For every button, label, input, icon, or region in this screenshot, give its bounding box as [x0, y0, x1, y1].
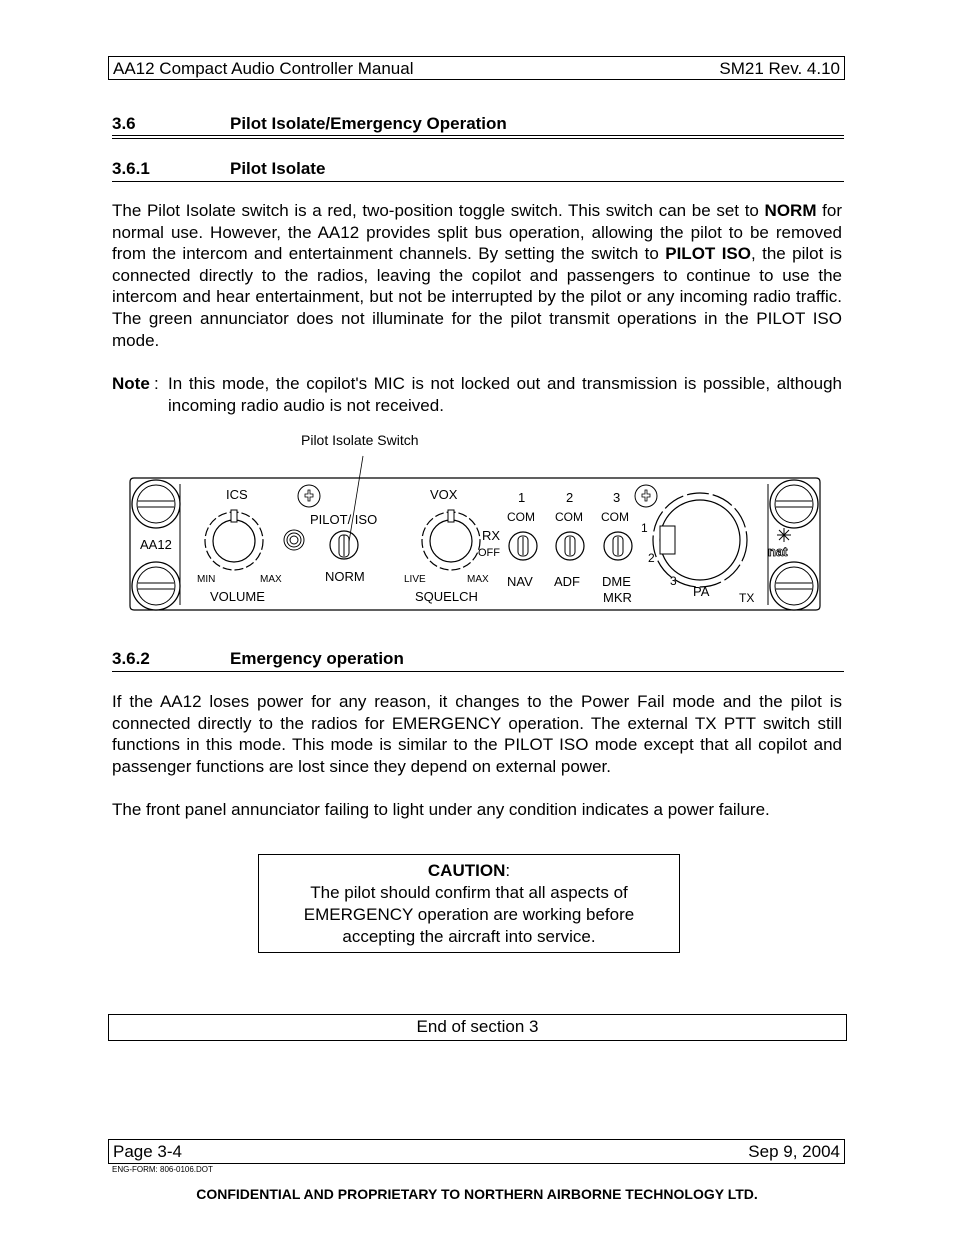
selector-position-3: 3	[670, 574, 677, 588]
power-failure-text: The front panel annunciator failing to light under any condition indicates a power failure.	[112, 800, 770, 819]
pa-label: PA	[693, 584, 710, 599]
section-number: 3.6	[112, 114, 136, 133]
phillips-screw-icon	[298, 485, 320, 507]
radio-2-number: 2	[566, 490, 574, 505]
norm-label: NORM	[325, 569, 365, 584]
volume-knob-icon	[205, 510, 263, 570]
model-label: AA12	[140, 537, 172, 552]
note-label: Note	[112, 374, 150, 393]
radio-1-com-label: COM	[507, 510, 535, 524]
annunciator-light-icon	[284, 530, 304, 550]
adf-label: ADF	[554, 574, 580, 589]
screw-icon	[770, 562, 818, 610]
subsection-rule	[112, 671, 844, 672]
page-footer	[108, 1139, 845, 1164]
control-panel-figure	[120, 450, 830, 620]
norm-keyword: NORM	[764, 201, 817, 220]
section-rule-top	[112, 135, 844, 136]
note-text: In this mode, the copilot's MIC is not locked out and transmission is possible, although incoming radio audio is not received.	[168, 374, 842, 415]
caution-line: The pilot should confirm that all aspects of	[310, 883, 628, 902]
revision-label: SM21 Rev. 4.10	[719, 59, 840, 78]
radio-3-com-label: COM	[601, 510, 629, 524]
paragraph-text: The Pilot Isolate switch is a red, two-position toggle switch. This switch can be set to	[112, 201, 765, 220]
caution-line: EMERGENCY operation are working before	[303, 905, 635, 924]
mkr-label: MKR	[603, 590, 632, 605]
confidential-notice: CONFIDENTIAL AND PROPRIETARY TO NORTHERN AIRBORNE TECHNOLOGY LTD.	[196, 1186, 758, 1202]
caution-label: CAUTION	[427, 861, 506, 880]
caution-box	[258, 854, 680, 953]
squelch-label: SQUELCH	[415, 589, 478, 604]
nav-label: NAV	[507, 574, 533, 589]
radio-1-number: 1	[518, 490, 526, 505]
toggle-switch-icon	[604, 532, 632, 560]
radio-2-com-label: COM	[555, 510, 583, 524]
emergency-paragraph-text: If the AA12 loses power for any reason, it changes to the Power Fail mode and the pilot is connected directly to the radios for EMERGENCY operation. The external TX PTT switch still functions in this mode. This mode is similar to the PILOT ISO mode except that all copilot and passenger functions are lost since they depend on external power.	[112, 692, 842, 776]
paragraph-text: for normal use. However, the AA12 provides split bus operation, allowing the pilot to be removed from the intercom and entertainment channels. By setting the switch to	[112, 201, 843, 264]
subsection-title: Emergency operation	[230, 649, 404, 668]
dme-label: DME	[602, 574, 631, 589]
caution-line: accepting the aircraft into service.	[342, 927, 596, 946]
manual-title: AA12 Compact Audio Controller Manual	[113, 59, 414, 78]
screw-icon	[132, 480, 180, 528]
vox-label: VOX	[430, 487, 458, 502]
subsection-title: Pilot Isolate	[230, 159, 326, 178]
off-label: OFF	[478, 547, 500, 559]
nat-logo-text: nat	[768, 544, 788, 559]
toggle-switch-icon	[556, 532, 584, 560]
power-failure-paragraph	[112, 799, 842, 821]
rotary-selector-icon	[653, 493, 747, 587]
section-title: Pilot Isolate/Emergency Operation	[230, 114, 507, 133]
nat-logo-icon	[777, 528, 791, 542]
radio-3-number: 3	[613, 490, 621, 505]
emergency-paragraph	[112, 691, 842, 777]
volume-max-label: MAX	[260, 574, 282, 585]
rx-label: RX	[482, 528, 501, 543]
caution-colon: :	[505, 861, 511, 880]
tx-label: TX	[739, 591, 755, 605]
volume-min-label: MIN	[197, 574, 216, 585]
squelch-max-label: MAX	[467, 574, 489, 585]
pilot-iso-label: PILOT/ ISO	[310, 512, 378, 527]
ics-label: ICS	[226, 487, 248, 502]
toggle-switch-icon	[509, 532, 537, 560]
screw-icon	[770, 480, 818, 528]
pilot-isolate-switch-icon	[330, 531, 358, 559]
selector-position-1: 1	[641, 521, 648, 535]
screw-icon	[132, 562, 180, 610]
paragraph-text: , the pilot is connected directly to the radios, leaving the copilot and passengers to continue to use the intercom and hear entertainment, but not be interrupted by the pilot or any incoming radio traffic. The green annunciator does not illuminate for the pilot transmit operations in the PILOT ISO mode.	[112, 244, 843, 350]
section-rule-bottom	[112, 138, 844, 139]
volume-label: VOLUME	[210, 589, 265, 604]
note-block	[112, 373, 842, 417]
note-colon: :	[154, 374, 159, 393]
squelch-live-label: LIVE	[404, 574, 426, 585]
selector-position-2: 2	[648, 551, 655, 565]
page-number: Page 3-4	[113, 1142, 182, 1161]
end-of-section-box: End of section 3	[108, 1014, 847, 1041]
pilot-iso-keyword: PILOT ISO	[665, 244, 751, 264]
pilot-isolate-paragraph	[112, 200, 842, 351]
subsection-rule	[112, 181, 844, 182]
footer-date: Sep 9, 2004	[748, 1142, 840, 1161]
phillips-screw-icon	[635, 485, 657, 507]
form-id: ENG-FORM: 806-0106.DOT	[112, 1165, 213, 1174]
page-header	[108, 56, 845, 80]
caption-leader-line	[348, 456, 363, 548]
figure-caption: Pilot Isolate Switch	[301, 432, 419, 448]
subsection-number: 3.6.2	[112, 649, 150, 668]
subsection-number: 3.6.1	[112, 159, 150, 178]
squelch-knob-icon	[422, 510, 480, 570]
